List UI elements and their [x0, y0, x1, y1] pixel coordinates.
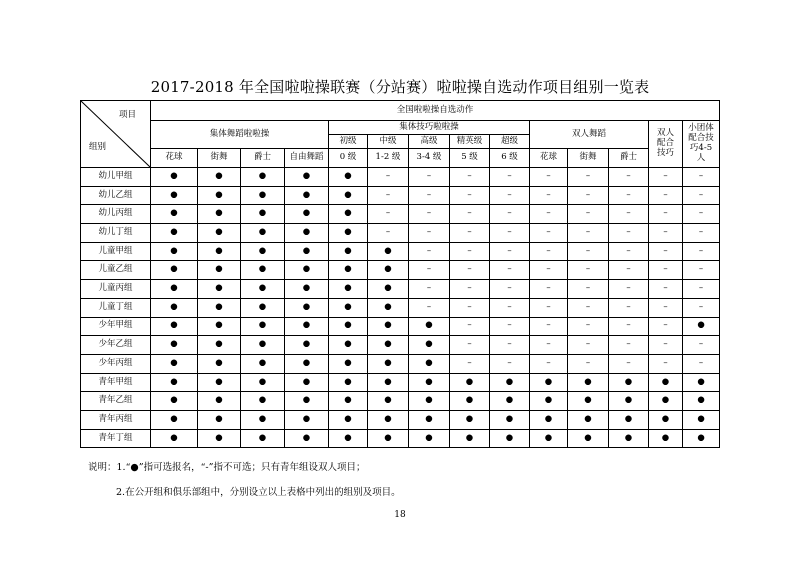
- unavailable-mark: –: [609, 205, 649, 224]
- unavailable-mark: –: [530, 261, 568, 280]
- unavailable-mark: –: [683, 261, 720, 280]
- table-row: [81, 410, 720, 429]
- available-mark: ●: [450, 373, 490, 392]
- unavailable-mark: –: [450, 354, 490, 373]
- available-mark: ●: [198, 280, 241, 299]
- available-mark: ●: [241, 373, 285, 392]
- available-mark: ●: [329, 336, 368, 355]
- available-mark: ●: [285, 280, 329, 299]
- available-mark: ●: [409, 410, 450, 429]
- unavailable-mark: –: [490, 224, 530, 243]
- available-mark: ●: [683, 373, 720, 392]
- available-mark: ●: [198, 317, 241, 336]
- available-mark: ●: [368, 242, 409, 261]
- available-mark: ●: [490, 410, 530, 429]
- header-level-6: 6 级: [490, 149, 530, 168]
- available-mark: ●: [198, 205, 241, 224]
- available-mark: ●: [329, 186, 368, 205]
- unavailable-mark: –: [530, 224, 568, 243]
- available-mark: ●: [198, 354, 241, 373]
- page-title: 2017-2018 年全国啦啦操联赛（分站赛）啦啦操自选动作项目组别一览表: [150, 78, 650, 96]
- available-mark: ●: [285, 373, 329, 392]
- available-mark: ●: [241, 168, 285, 187]
- unavailable-mark: –: [568, 298, 609, 317]
- unavailable-mark: –: [649, 186, 683, 205]
- available-mark: ●: [285, 410, 329, 429]
- page-number: 18: [394, 510, 406, 520]
- available-mark: ●: [241, 298, 285, 317]
- available-mark: ●: [368, 410, 409, 429]
- available-mark: ●: [241, 186, 285, 205]
- unavailable-mark: –: [683, 298, 720, 317]
- unavailable-mark: –: [609, 168, 649, 187]
- unavailable-mark: –: [568, 317, 609, 336]
- available-mark: ●: [285, 317, 329, 336]
- available-mark: ●: [151, 224, 198, 243]
- available-mark: ●: [285, 336, 329, 355]
- unavailable-mark: –: [568, 186, 609, 205]
- table-row: [81, 224, 720, 243]
- available-mark: ●: [198, 336, 241, 355]
- available-mark: ●: [609, 373, 649, 392]
- header-sub-intermediate: 中级: [368, 135, 409, 149]
- available-mark: ●: [241, 354, 285, 373]
- header-group-team-dance: 集体舞蹈啦啦操: [151, 121, 329, 149]
- available-mark: ●: [151, 410, 198, 429]
- unavailable-mark: –: [683, 186, 720, 205]
- available-mark: ●: [329, 410, 368, 429]
- unavailable-mark: –: [683, 168, 720, 187]
- available-mark: ●: [151, 373, 198, 392]
- header-sub-super: 超级: [490, 135, 530, 149]
- unavailable-mark: –: [409, 168, 450, 187]
- unavailable-mark: –: [568, 336, 609, 355]
- unavailable-mark: –: [683, 336, 720, 355]
- unavailable-mark: –: [609, 317, 649, 336]
- header-group-small-team-skill: 小团体配合技巧4-5人: [683, 121, 720, 168]
- table-row: [81, 205, 720, 224]
- header-sub-jazz: 爵士: [241, 149, 285, 168]
- unavailable-mark: –: [649, 224, 683, 243]
- available-mark: ●: [649, 429, 683, 448]
- available-mark: ●: [368, 429, 409, 448]
- available-mark: ●: [151, 280, 198, 299]
- unavailable-mark: –: [568, 354, 609, 373]
- unavailable-mark: –: [649, 261, 683, 280]
- unavailable-mark: –: [609, 336, 649, 355]
- table-row: [81, 261, 720, 280]
- unavailable-mark: –: [368, 224, 409, 243]
- unavailable-mark: –: [450, 261, 490, 280]
- table-row: [81, 354, 720, 373]
- unavailable-mark: –: [683, 354, 720, 373]
- row-group-label: 儿童乙组: [81, 261, 151, 280]
- row-group-label: 青年丁组: [81, 429, 151, 448]
- row-group-label: 青年乙组: [81, 392, 151, 411]
- unavailable-mark: –: [450, 336, 490, 355]
- available-mark: ●: [151, 392, 198, 411]
- available-mark: ●: [241, 242, 285, 261]
- table-body: [81, 168, 720, 448]
- row-group-label: 儿童甲组: [81, 242, 151, 261]
- header-level-5: 5 级: [450, 149, 490, 168]
- unavailable-mark: –: [568, 168, 609, 187]
- available-mark: ●: [285, 261, 329, 280]
- available-mark: ●: [151, 317, 198, 336]
- available-mark: ●: [285, 354, 329, 373]
- available-mark: ●: [568, 429, 609, 448]
- available-mark: ●: [198, 410, 241, 429]
- row-group-label: 幼儿丁组: [81, 224, 151, 243]
- available-mark: ●: [329, 280, 368, 299]
- available-mark: ●: [609, 410, 649, 429]
- available-mark: ●: [450, 429, 490, 448]
- row-group-label: 青年丙组: [81, 410, 151, 429]
- table-row: [81, 429, 720, 448]
- available-mark: ●: [409, 354, 450, 373]
- row-group-label: 幼儿乙组: [81, 186, 151, 205]
- unavailable-mark: –: [649, 205, 683, 224]
- available-mark: ●: [530, 392, 568, 411]
- available-mark: ●: [151, 242, 198, 261]
- unavailable-mark: –: [530, 186, 568, 205]
- available-mark: ●: [285, 242, 329, 261]
- available-mark: ●: [198, 298, 241, 317]
- unavailable-mark: –: [649, 317, 683, 336]
- table-row: [81, 242, 720, 261]
- unavailable-mark: –: [450, 317, 490, 336]
- available-mark: ●: [198, 242, 241, 261]
- unavailable-mark: –: [450, 280, 490, 299]
- unavailable-mark: –: [368, 168, 409, 187]
- available-mark: ●: [409, 317, 450, 336]
- table-row: [81, 392, 720, 411]
- unavailable-mark: –: [609, 354, 649, 373]
- unavailable-mark: –: [568, 224, 609, 243]
- available-mark: ●: [241, 205, 285, 224]
- available-mark: ●: [649, 373, 683, 392]
- available-mark: ●: [151, 205, 198, 224]
- unavailable-mark: –: [490, 168, 530, 187]
- available-mark: ●: [241, 261, 285, 280]
- unavailable-mark: –: [530, 336, 568, 355]
- unavailable-mark: –: [649, 168, 683, 187]
- header-sub-pair-pompom: 花球: [530, 149, 568, 168]
- table-row: [81, 373, 720, 392]
- available-mark: ●: [198, 392, 241, 411]
- unavailable-mark: –: [609, 261, 649, 280]
- unavailable-mark: –: [490, 336, 530, 355]
- available-mark: ●: [329, 392, 368, 411]
- header-group-pair-skill: 双人配合技巧: [649, 121, 683, 168]
- header-sub-pompom: 花球: [151, 149, 198, 168]
- unavailable-mark: –: [450, 298, 490, 317]
- available-mark: ●: [241, 280, 285, 299]
- row-group-label: 幼儿甲组: [81, 168, 151, 187]
- unavailable-mark: –: [530, 354, 568, 373]
- available-mark: ●: [368, 336, 409, 355]
- available-mark: ●: [530, 373, 568, 392]
- available-mark: ●: [368, 317, 409, 336]
- table-row: [81, 336, 720, 355]
- event-table: [80, 100, 720, 448]
- available-mark: ●: [329, 354, 368, 373]
- available-mark: ●: [151, 298, 198, 317]
- unavailable-mark: –: [490, 280, 530, 299]
- unavailable-mark: –: [409, 205, 450, 224]
- available-mark: ●: [568, 392, 609, 411]
- unavailable-mark: –: [450, 168, 490, 187]
- header-sub-pair-jazz: 爵士: [609, 149, 649, 168]
- available-mark: ●: [568, 410, 609, 429]
- row-group-label: 幼儿丙组: [81, 205, 151, 224]
- corner-label-project: 项目: [118, 110, 136, 120]
- available-mark: ●: [368, 392, 409, 411]
- available-mark: ●: [368, 280, 409, 299]
- table-row: [81, 280, 720, 299]
- unavailable-mark: –: [568, 205, 609, 224]
- available-mark: ●: [530, 410, 568, 429]
- unavailable-mark: –: [409, 224, 450, 243]
- table-row: [81, 298, 720, 317]
- header-group-team-skill: 集体技巧啦啦操: [329, 121, 530, 135]
- available-mark: ●: [683, 317, 720, 336]
- available-mark: ●: [241, 410, 285, 429]
- available-mark: ●: [649, 410, 683, 429]
- available-mark: ●: [683, 392, 720, 411]
- available-mark: ●: [409, 373, 450, 392]
- available-mark: ●: [329, 317, 368, 336]
- note-1: 说明：1.“●”指可选报名，“-”指不可选；只有青年组设双人项目；: [88, 462, 366, 473]
- unavailable-mark: –: [649, 242, 683, 261]
- unavailable-mark: –: [530, 298, 568, 317]
- unavailable-mark: –: [683, 205, 720, 224]
- header-group-pair-dance: 双人舞蹈: [530, 121, 649, 149]
- available-mark: ●: [329, 205, 368, 224]
- header-top: 全国啦啦操自选动作: [151, 101, 720, 121]
- available-mark: ●: [409, 392, 450, 411]
- unavailable-mark: –: [530, 280, 568, 299]
- unavailable-mark: –: [609, 280, 649, 299]
- row-group-label: 少年甲组: [81, 317, 151, 336]
- row-group-label: 青年甲组: [81, 373, 151, 392]
- available-mark: ●: [450, 392, 490, 411]
- unavailable-mark: –: [530, 168, 568, 187]
- unavailable-mark: –: [490, 242, 530, 261]
- available-mark: ●: [151, 186, 198, 205]
- unavailable-mark: –: [409, 280, 450, 299]
- header-sub-beginner: 初级: [329, 135, 368, 149]
- unavailable-mark: –: [568, 261, 609, 280]
- unavailable-mark: –: [409, 186, 450, 205]
- header-level-3-4: 3-4 级: [409, 149, 450, 168]
- corner-label-group: 组别: [89, 142, 107, 153]
- header-sub-elite: 精英级: [450, 135, 490, 149]
- available-mark: ●: [490, 373, 530, 392]
- unavailable-mark: –: [490, 354, 530, 373]
- unavailable-mark: –: [683, 280, 720, 299]
- header-sub-pair-hiphop: 街舞: [568, 149, 609, 168]
- header-sub-free-dance: 自由舞蹈: [285, 149, 329, 168]
- available-mark: ●: [241, 224, 285, 243]
- available-mark: ●: [409, 429, 450, 448]
- row-group-label: 少年丙组: [81, 354, 151, 373]
- available-mark: ●: [151, 261, 198, 280]
- unavailable-mark: –: [683, 242, 720, 261]
- available-mark: ●: [151, 354, 198, 373]
- table-row: [81, 186, 720, 205]
- unavailable-mark: –: [409, 261, 450, 280]
- unavailable-mark: –: [609, 242, 649, 261]
- unavailable-mark: –: [368, 186, 409, 205]
- table-corner-cell: [81, 101, 151, 168]
- available-mark: ●: [329, 298, 368, 317]
- available-mark: ●: [609, 429, 649, 448]
- available-mark: ●: [490, 392, 530, 411]
- header-level-1-2: 1-2 级: [368, 149, 409, 168]
- available-mark: ●: [329, 242, 368, 261]
- unavailable-mark: –: [530, 242, 568, 261]
- unavailable-mark: –: [683, 224, 720, 243]
- available-mark: ●: [329, 168, 368, 187]
- available-mark: ●: [198, 261, 241, 280]
- available-mark: ●: [368, 373, 409, 392]
- available-mark: ●: [568, 373, 609, 392]
- available-mark: ●: [649, 392, 683, 411]
- header-level-0: 0 级: [329, 149, 368, 168]
- unavailable-mark: –: [450, 205, 490, 224]
- unavailable-mark: –: [568, 242, 609, 261]
- available-mark: ●: [151, 336, 198, 355]
- unavailable-mark: –: [490, 317, 530, 336]
- unavailable-mark: –: [609, 224, 649, 243]
- available-mark: ●: [683, 410, 720, 429]
- row-group-label: 儿童丁组: [81, 298, 151, 317]
- available-mark: ●: [368, 298, 409, 317]
- unavailable-mark: –: [530, 205, 568, 224]
- available-mark: ●: [450, 410, 490, 429]
- unavailable-mark: –: [490, 205, 530, 224]
- available-mark: ●: [409, 336, 450, 355]
- available-mark: ●: [368, 261, 409, 280]
- available-mark: ●: [285, 429, 329, 448]
- unavailable-mark: –: [568, 280, 609, 299]
- available-mark: ●: [198, 224, 241, 243]
- available-mark: ●: [151, 168, 198, 187]
- available-mark: ●: [285, 392, 329, 411]
- unavailable-mark: –: [450, 224, 490, 243]
- available-mark: ●: [609, 392, 649, 411]
- available-mark: ●: [285, 205, 329, 224]
- available-mark: ●: [530, 429, 568, 448]
- available-mark: ●: [285, 224, 329, 243]
- unavailable-mark: –: [649, 280, 683, 299]
- available-mark: ●: [285, 168, 329, 187]
- unavailable-mark: –: [490, 186, 530, 205]
- available-mark: ●: [241, 336, 285, 355]
- available-mark: ●: [241, 317, 285, 336]
- unavailable-mark: –: [609, 298, 649, 317]
- available-mark: ●: [198, 168, 241, 187]
- table-row: [81, 168, 720, 187]
- available-mark: ●: [198, 373, 241, 392]
- header-sub-hiphop: 街舞: [198, 149, 241, 168]
- header-sub-advanced: 高级: [409, 135, 450, 149]
- unavailable-mark: –: [450, 186, 490, 205]
- unavailable-mark: –: [450, 242, 490, 261]
- available-mark: ●: [490, 429, 530, 448]
- available-mark: ●: [151, 429, 198, 448]
- available-mark: ●: [241, 392, 285, 411]
- available-mark: ●: [329, 373, 368, 392]
- note-2: 2.在公开组和俱乐部组中，分别设立以上表格中列出的组别及项目。: [116, 487, 401, 498]
- table-row: [81, 317, 720, 336]
- available-mark: ●: [368, 354, 409, 373]
- unavailable-mark: –: [490, 298, 530, 317]
- unavailable-mark: –: [490, 261, 530, 280]
- unavailable-mark: –: [368, 205, 409, 224]
- available-mark: ●: [198, 429, 241, 448]
- unavailable-mark: –: [609, 186, 649, 205]
- unavailable-mark: –: [409, 242, 450, 261]
- unavailable-mark: –: [649, 336, 683, 355]
- available-mark: ●: [329, 224, 368, 243]
- unavailable-mark: –: [530, 317, 568, 336]
- available-mark: ●: [329, 261, 368, 280]
- available-mark: ●: [198, 186, 241, 205]
- unavailable-mark: –: [649, 354, 683, 373]
- available-mark: ●: [683, 429, 720, 448]
- available-mark: ●: [241, 429, 285, 448]
- unavailable-mark: –: [409, 298, 450, 317]
- row-group-label: 儿童丙组: [81, 280, 151, 299]
- available-mark: ●: [329, 429, 368, 448]
- row-group-label: 少年乙组: [81, 336, 151, 355]
- available-mark: ●: [285, 186, 329, 205]
- available-mark: ●: [285, 298, 329, 317]
- unavailable-mark: –: [649, 298, 683, 317]
- corner-diagonal: [81, 101, 150, 167]
